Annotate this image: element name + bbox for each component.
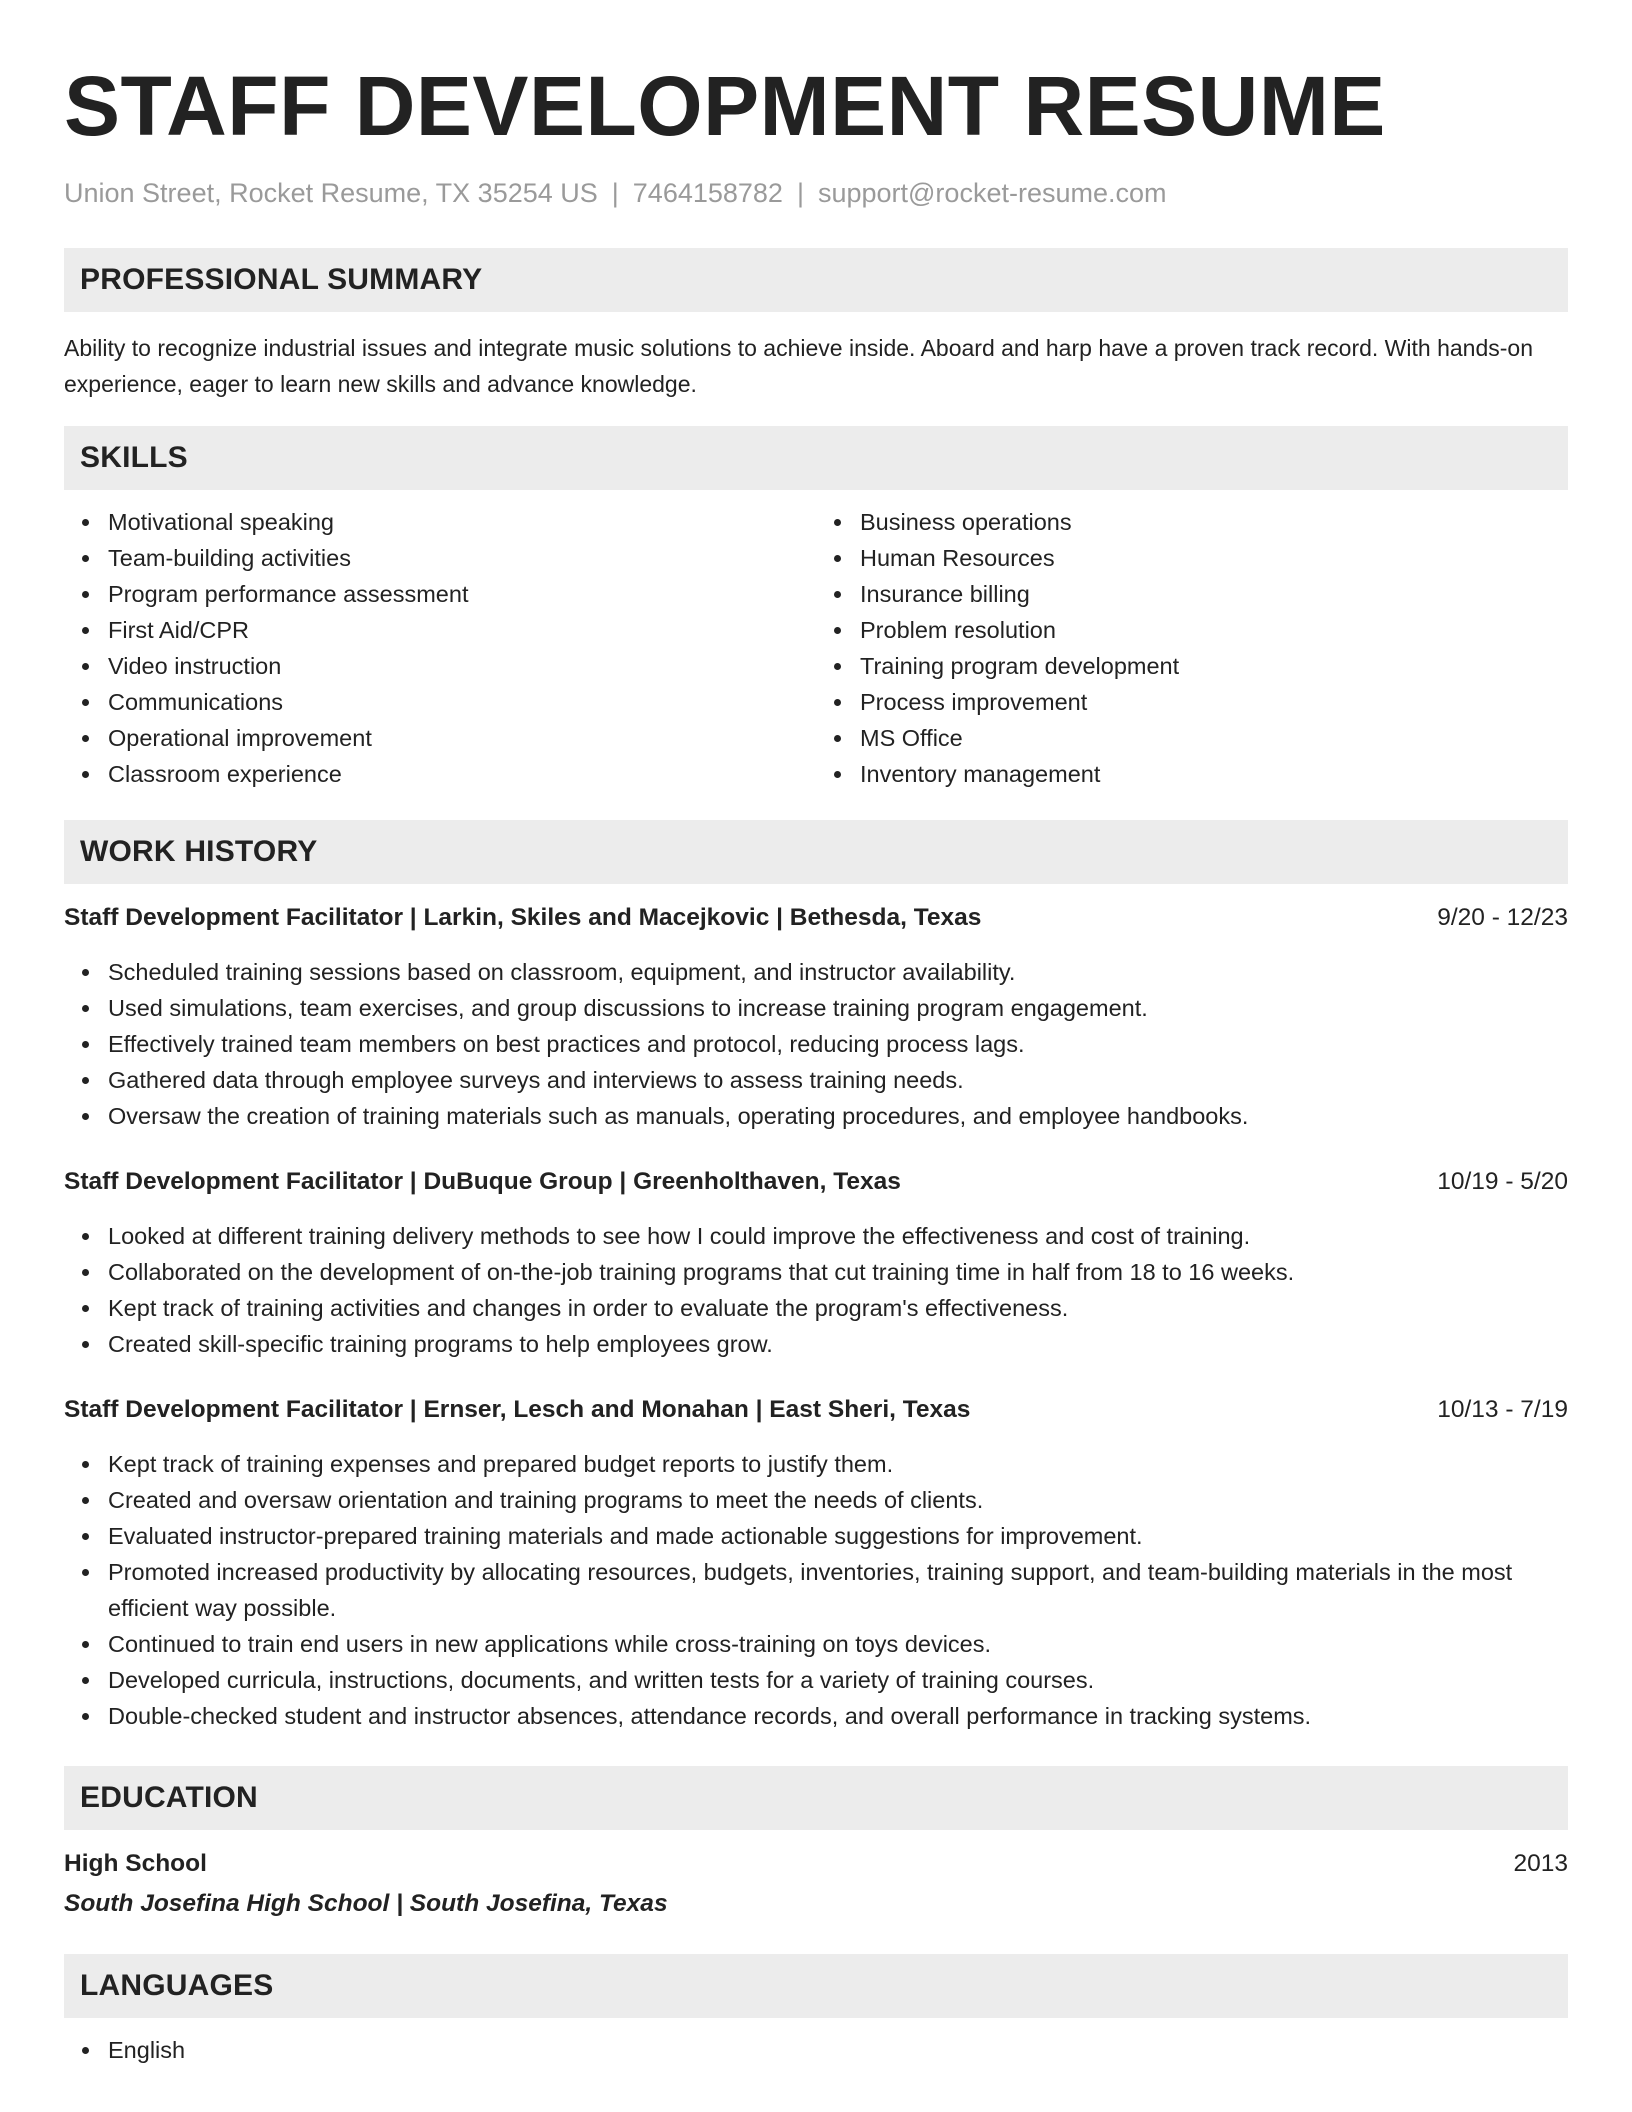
resume-title: STAFF DEVELOPMENT RESUME	[64, 59, 1386, 153]
education-header	[64, 1846, 1568, 1882]
contact-separator: |	[611, 178, 619, 208]
job-bullet: Collaborated on the development of on-the-job training programs that cut training time in half from 18 to 16 weeks.	[108, 1254, 1568, 1290]
skills-left-list	[64, 504, 816, 792]
job-bullet: Gathered data through employee surveys and interviews to assess training needs.	[108, 1062, 1568, 1098]
education-section-header: EDUCATION	[64, 1766, 1568, 1830]
skill-item: Operational improvement	[108, 720, 816, 756]
contact-line	[64, 176, 1568, 210]
skill-item: Team-building activities	[108, 540, 816, 576]
skill-item: Video instruction	[108, 648, 816, 684]
job-heading: Staff Development Facilitator | Ernser, Lesch and Monahan | East Sheri, Texas	[64, 1396, 971, 1423]
skill-item: Training program development	[860, 648, 1568, 684]
skills-section-header: SKILLS	[64, 426, 1568, 490]
skill-item: Process improvement	[860, 684, 1568, 720]
job-dates: 10/13 - 7/19	[1437, 1396, 1568, 1423]
skills-grid	[64, 504, 1568, 792]
job-bullet: Double-checked student and instructor absences, attendance records, and overall performance in tracking systems.	[108, 1698, 1568, 1734]
work-section-header: WORK HISTORY	[64, 820, 1568, 884]
skill-item: Program performance assessment	[108, 576, 816, 612]
job-bullet: Continued to train end users in new applications while cross-training on toys devices.	[108, 1626, 1568, 1662]
job-bullet: Kept track of training activities and changes in order to evaluate the program's effectiveness.	[108, 1290, 1568, 1326]
job-bullet: Created skill-specific training programs to help employees grow.	[108, 1326, 1568, 1362]
languages-section-header: LANGUAGES	[64, 1954, 1568, 2018]
job-dates: 10/19 - 5/20	[1437, 1168, 1568, 1195]
job-header	[64, 1164, 1568, 1200]
skill-item: Motivational speaking	[108, 504, 816, 540]
job-bullet: Used simulations, team exercises, and group discussions to increase training program engagement.	[108, 990, 1568, 1026]
job-bullets	[64, 1446, 1568, 1734]
job-bullet: Looked at different training delivery methods to see how I could improve the effectiveness and cost of training.	[108, 1218, 1568, 1254]
summary-text: Ability to recognize industrial issues and integrate music solutions to achieve inside. Aboard and harp have a proven track record. With hands-on experience, eager to learn new skills and advance knowledge.	[64, 335, 1533, 397]
job-bullet: Kept track of training expenses and prepared budget reports to justify them.	[108, 1446, 1568, 1482]
job-bullet: Promoted increased productivity by allocating resources, budgets, inventories, training support, and team-building materials in the most efficient way possible.	[108, 1554, 1568, 1626]
skill-item: Insurance billing	[860, 576, 1568, 612]
contact-phone: 7464158782	[632, 178, 783, 208]
job-dates: 9/20 - 12/23	[1437, 904, 1568, 931]
job-bullet: Evaluated instructor-prepared training materials and made actionable suggestions for improvement.	[108, 1518, 1568, 1554]
job-entry	[64, 900, 1568, 1134]
job-bullet: Created and oversaw orientation and training programs to meet the needs of clients.	[108, 1482, 1568, 1518]
job-entry	[64, 1164, 1568, 1362]
job-bullet: Developed curricula, instructions, documents, and written tests for a variety of training courses.	[108, 1662, 1568, 1698]
contact-email: support@rocket-resume.com	[817, 178, 1167, 208]
job-heading: Staff Development Facilitator | DuBuque Group | Greenholthaven, Texas	[64, 1168, 901, 1195]
contact-address: Union Street, Rocket Resume, TX 35254 US	[64, 178, 598, 208]
language-item: English	[108, 2032, 1568, 2068]
education-year: 2013	[1513, 1850, 1568, 1877]
skill-item: Human Resources	[860, 540, 1568, 576]
job-entry	[64, 1392, 1568, 1734]
skills-right-list	[816, 504, 1568, 792]
contact-separator: |	[796, 178, 804, 208]
education-school: South Josefina High School | South Josefina, Texas	[64, 1890, 668, 1917]
languages-list	[64, 2032, 1568, 2068]
job-bullet: Scheduled training sessions based on classroom, equipment, and instructor availability.	[108, 954, 1568, 990]
job-bullets	[64, 1218, 1568, 1362]
skill-item: First Aid/CPR	[108, 612, 816, 648]
skill-item: Business operations	[860, 504, 1568, 540]
job-header	[64, 1392, 1568, 1428]
skill-item: Problem resolution	[860, 612, 1568, 648]
skill-item: MS Office	[860, 720, 1568, 756]
job-bullets	[64, 954, 1568, 1134]
job-bullet: Oversaw the creation of training materials such as manuals, operating procedures, and employee handbooks.	[108, 1098, 1568, 1134]
job-heading: Staff Development Facilitator | Larkin, Skiles and Macejkovic | Bethesda, Texas	[64, 904, 982, 931]
skill-item: Communications	[108, 684, 816, 720]
job-bullet: Effectively trained team members on best practices and protocol, reducing process lags.	[108, 1026, 1568, 1062]
summary-section-header: PROFESSIONAL SUMMARY	[64, 248, 1568, 312]
job-header	[64, 900, 1568, 936]
skill-item: Classroom experience	[108, 756, 816, 792]
skill-item: Inventory management	[860, 756, 1568, 792]
education-degree: High School	[64, 1850, 207, 1877]
education-entry	[64, 1846, 1568, 1922]
